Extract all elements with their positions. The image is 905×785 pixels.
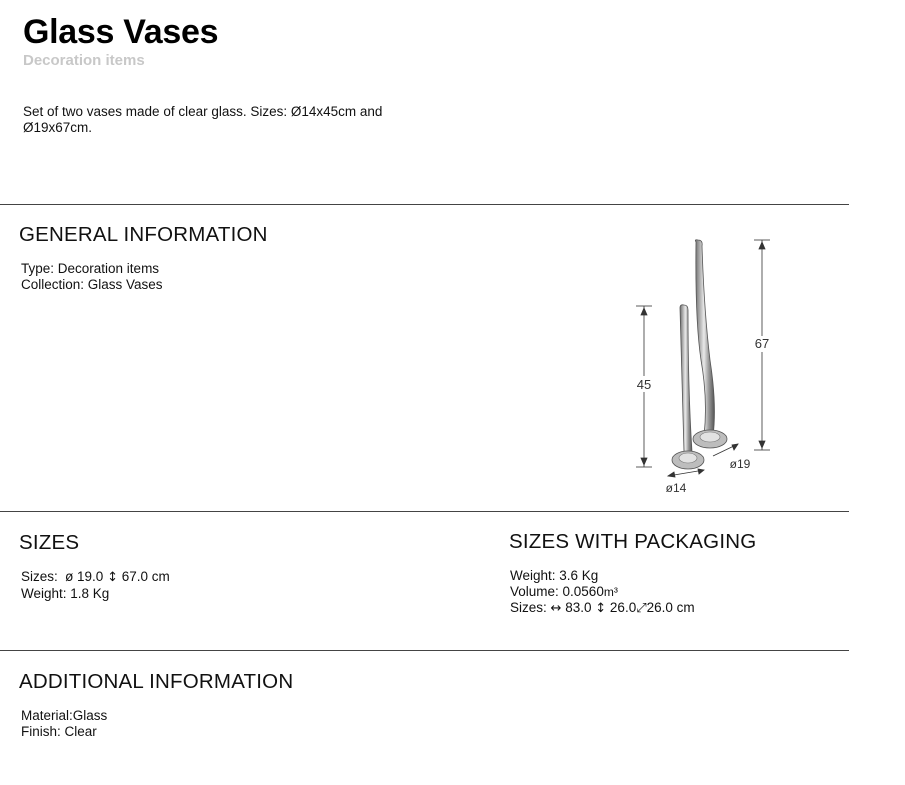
sizes-list — [21, 569, 170, 602]
type-value: Type: Decoration items — [21, 261, 160, 276]
height-label-67: 67 — [754, 336, 770, 351]
general-info-list — [21, 261, 163, 293]
section-divider — [0, 204, 849, 205]
collection-value: Collection: Glass Vases — [21, 277, 163, 292]
packaging-volume: Volume: 0.0560m³ — [510, 584, 618, 599]
additional-info-heading: ADDITIONAL INFORMATION — [19, 670, 294, 693]
packaging-sizes-row: Sizes: ↔ 83.0 ↕ 26.0⤢26.0 cm — [510, 600, 695, 616]
height-label-45: 45 — [636, 377, 652, 392]
packaging-heading: SIZES WITH PACKAGING — [509, 530, 757, 553]
section-divider — [0, 650, 849, 651]
diameter-label-14: ø14 — [665, 481, 687, 495]
diameter-icon: ø — [65, 570, 74, 585]
diameter-line-14 — [668, 469, 704, 477]
diameter-label-19: ø19 — [729, 457, 751, 471]
packaging-list — [510, 568, 695, 617]
product-dimension-diagram — [600, 230, 800, 500]
tall-vase-illustration — [693, 240, 727, 448]
page-subtitle: Decoration items — [23, 52, 145, 69]
packaging-weight: Weight: 3.6 Kg — [510, 568, 599, 583]
weight-value: Weight: 1.8 Kg — [21, 586, 110, 601]
product-description: Set of two vases made of clear glass. Sizes: Ø14x45cm and Ø19x67cm. — [23, 104, 383, 135]
finish-value: Finish: Clear — [21, 724, 97, 739]
section-divider — [0, 511, 849, 512]
page-title: Glass Vases — [23, 13, 219, 51]
height-arrow-icon: ↕ — [595, 601, 607, 616]
width-arrow-icon: ↔ — [550, 601, 562, 616]
sizes-heading: SIZES — [19, 531, 80, 554]
additional-info-list — [21, 708, 107, 740]
depth-arrow-icon: ⤢ — [636, 601, 647, 616]
sizes-row: Sizes: ø 19.0 ↕ 67.0 cm — [21, 569, 170, 585]
general-info-heading: GENERAL INFORMATION — [19, 223, 268, 246]
material-value: Material:Glass — [21, 708, 108, 723]
height-arrow-icon: ↕ — [107, 570, 118, 585]
